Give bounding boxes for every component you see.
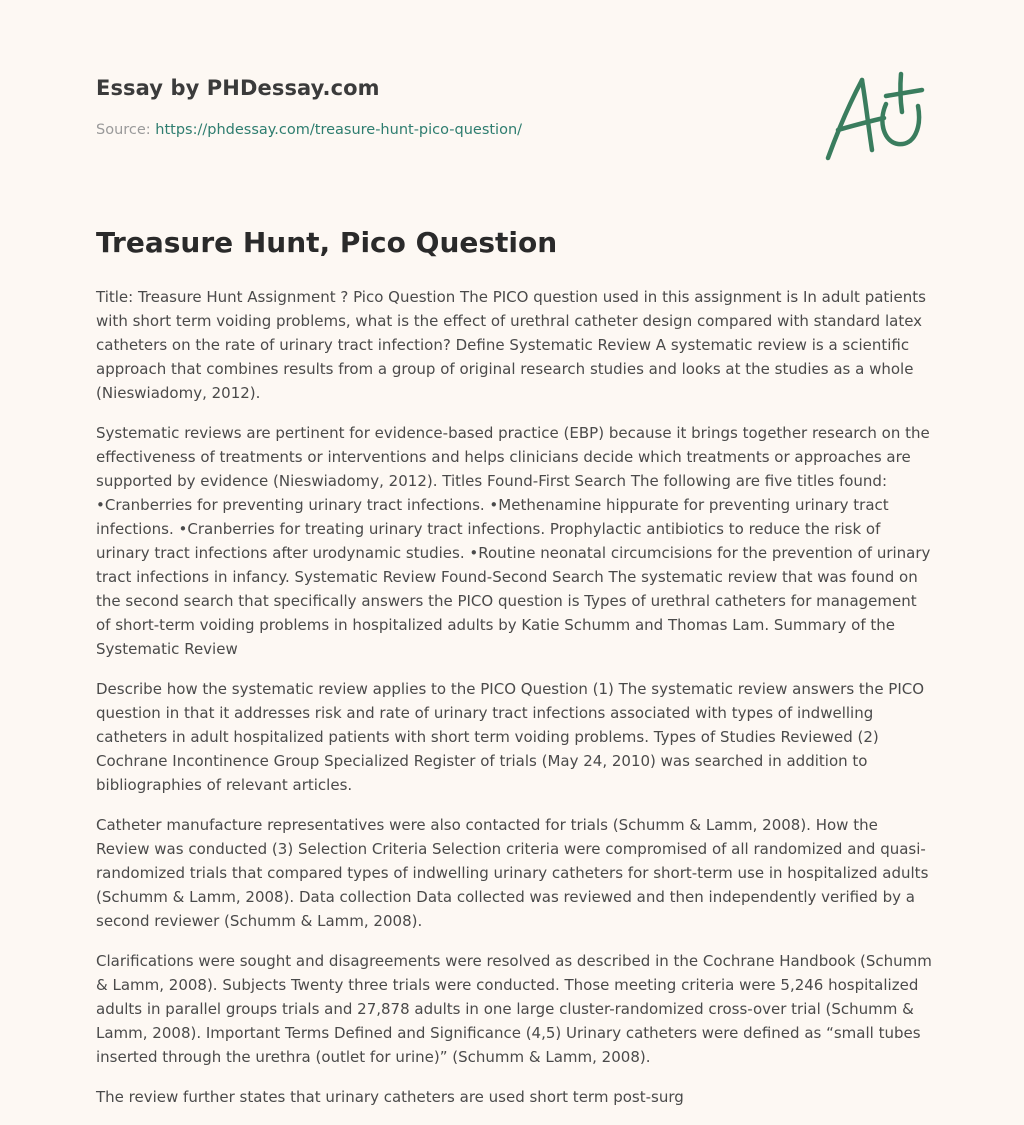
- article-title: Treasure Hunt, Pico Question: [96, 226, 558, 259]
- article-paragraph: Systematic reviews are pertinent for evidence-based practice (EBP) because it brings together research on the effectiveness of treatments or interventions and helps clinicians decide which treatments or approaches are supported by evidence (Nieswiadomy, 2012). Titles Found-First Search The following are five titles found: •Cranberries for preventing urinary tract infections. •Methenamine hippurate for preventing urinary tract infections. •Cranberries for treating urinary tract infections. Prophylactic antibiotics to reduce the risk of urinary tract infections after urodynamic studies. •Routine neonatal circumcisions for the prevention of urinary tract infections in infancy. Systematic Review Found-Second Search The systematic review that was found on the second search that specifically answers the PICO question is Types of urethral catheters for management of short-term voiding problems in hospitalized adults by Katie Schumm and Thomas Lam. Summary of the Systematic Review: [96, 424, 931, 658]
- site-header: [96, 76, 816, 138]
- source-label: Source:: [96, 122, 156, 138]
- source-line: [96, 122, 816, 138]
- article-paragraph: Title: Treasure Hunt Assignment ? Pico Question The PICO question used in this assignment is In adult patients with short term voiding problems, what is the effect of urethral catheter design compared with standard latex catheters on the rate of urinary tract infection? Define Systematic Review A systematic review is a scientific approach that combines results from a group of original research studies and looks at the studies as a whole (Nieswiadomy, 2012).: [96, 288, 926, 402]
- article-paragraph: Describe how the systematic review applies to the PICO Question (1) The systematic review answers the PICO question in that it addresses risk and rate of urinary tract infections associated with types of indwelling catheters in adult hospitalized patients with short term voiding problems. Types of Studies Reviewed (2) Cochrane Incontinence Group Specialized Register of trials (May 24, 2010) was searched in addition to bibliographies of relevant articles.: [96, 680, 925, 794]
- article-paragraph: The review further states that urinary catheters are used short term post-surg: [96, 1088, 684, 1106]
- site-brand: Essay by PHDessay.com: [96, 76, 380, 100]
- article-paragraph: Catheter manufacture representatives were also contacted for trials (Schumm & Lamm, 2008). How the Review was conducted (3) Selection Criteria Selection criteria were compromised of all randomized and quasi-randomized trials that compared types of indwelling urinary catheters for short-term use in hospitalized adults (Schumm & Lamm, 2008). Data collection Data collected was reviewed and then independently verified by a second reviewer (Schumm & Lamm, 2008).: [96, 816, 929, 930]
- article: [96, 226, 932, 1125]
- article-paragraph: Clarifications were sought and disagreements were resolved as described in the Cochrane Handbook (Schumm & Lamm, 2008). Subjects Twenty three trials were conducted. Those meeting criteria were 5,246 hospitalized adults in parallel groups trials and 27,878 adults in one large cluster-randomized cross-over trial (Schumm & Lamm, 2008). Important Terms Defined and Significance (4,5) Urinary catheters were defined as “small tubes inserted through the urethra (outlet for urine)” (Schumm & Lamm, 2008).: [96, 952, 932, 1066]
- source-link[interactable]: https://phdessay.com/treasure-hunt-pico-question/: [155, 122, 523, 138]
- a-plus-grade-icon: [822, 66, 930, 166]
